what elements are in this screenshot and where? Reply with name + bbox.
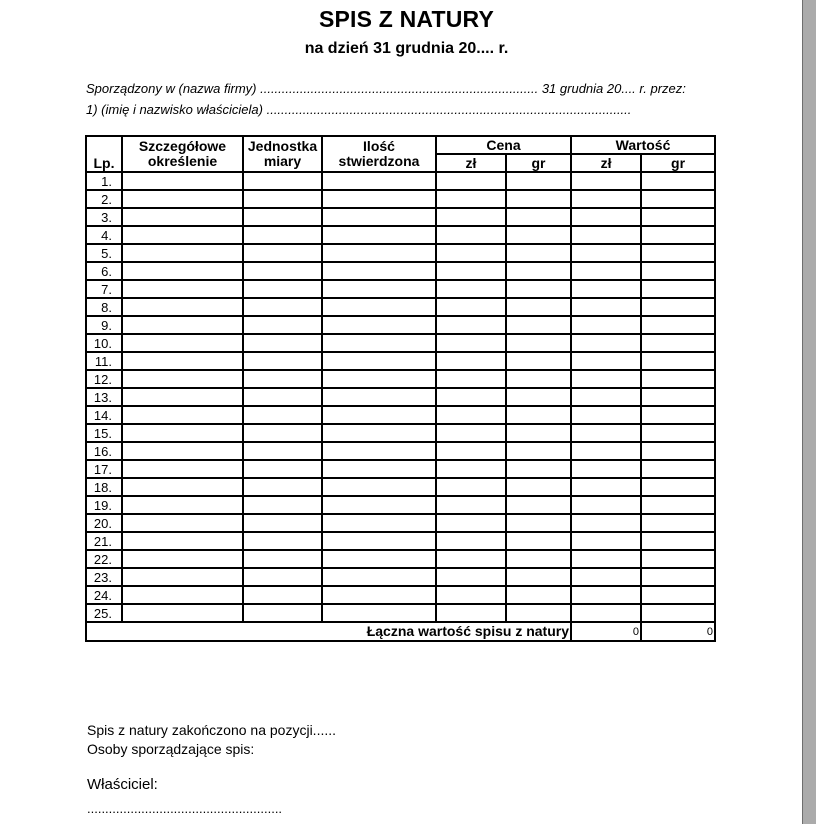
header-quantity: [322, 136, 436, 172]
table-row: [86, 478, 715, 496]
cell-quantity[interactable]: [322, 388, 436, 406]
cell-price-zl[interactable]: [436, 388, 506, 406]
cell-value-gr[interactable]: [641, 442, 715, 460]
cell-price-zl[interactable]: [436, 424, 506, 442]
cell-quantity[interactable]: [322, 370, 436, 388]
cell-price-zl[interactable]: [436, 586, 506, 604]
row-number: 7.: [86, 280, 122, 298]
table-row: [86, 424, 715, 442]
cell-unit[interactable]: [243, 460, 322, 478]
cell-description[interactable]: [122, 352, 243, 370]
total-value-zl[interactable]: 0: [571, 622, 641, 641]
table-row: [86, 190, 715, 208]
table-row: [86, 568, 715, 586]
header-price-gr: gr: [506, 154, 571, 172]
cell-value-gr[interactable]: [641, 532, 715, 550]
header-description-line1: Szczegółowe: [138, 138, 227, 154]
owner-signature-line: ......................................................: [87, 801, 283, 816]
cell-unit[interactable]: [243, 262, 322, 280]
cell-quantity[interactable]: [322, 442, 436, 460]
document-subtitle: na dzień 31 grudnia 20.... r.: [304, 40, 509, 57]
inventory-rows: [86, 172, 715, 622]
row-number: 25.: [86, 604, 122, 622]
cell-value-gr[interactable]: [641, 280, 715, 298]
row-number: 1.: [86, 172, 122, 190]
cell-quantity[interactable]: [322, 280, 436, 298]
cell-price-zl[interactable]: [436, 442, 506, 460]
cell-value-gr[interactable]: [641, 226, 715, 244]
cell-value-zl[interactable]: [571, 496, 641, 514]
cell-price-zl[interactable]: [436, 478, 506, 496]
cell-price-gr[interactable]: [506, 478, 571, 496]
inventory-table: [85, 135, 716, 642]
cell-price-gr[interactable]: [506, 442, 571, 460]
header-description: [122, 136, 243, 172]
persons-line: Osoby sporządzające spis:: [87, 741, 255, 757]
cell-unit[interactable]: [243, 478, 322, 496]
cell-price-gr[interactable]: [506, 550, 571, 568]
cell-quantity[interactable]: [322, 172, 436, 190]
cell-price-gr[interactable]: [506, 190, 571, 208]
cell-price-gr[interactable]: [506, 172, 571, 190]
cell-description[interactable]: [122, 460, 243, 478]
cell-value-zl[interactable]: [571, 604, 641, 622]
cell-price-gr[interactable]: [506, 424, 571, 442]
cell-unit[interactable]: [243, 406, 322, 424]
cell-quantity[interactable]: [322, 514, 436, 532]
cell-price-zl[interactable]: [436, 172, 506, 190]
cell-price-gr[interactable]: [506, 262, 571, 280]
cell-value-gr[interactable]: [641, 316, 715, 334]
cell-value-zl[interactable]: [571, 406, 641, 424]
row-number: 24.: [86, 586, 122, 604]
cell-unit[interactable]: [243, 226, 322, 244]
header-quantity-line2: stwierdzona: [338, 153, 420, 169]
table-row: [86, 460, 715, 478]
cell-value-gr[interactable]: [641, 478, 715, 496]
cell-unit[interactable]: [243, 442, 322, 460]
cell-value-gr[interactable]: [641, 424, 715, 442]
cell-value-gr[interactable]: [641, 190, 715, 208]
cell-quantity[interactable]: [322, 262, 436, 280]
table-row: [86, 208, 715, 226]
cell-quantity[interactable]: [322, 226, 436, 244]
cell-unit[interactable]: [243, 334, 322, 352]
row-number: 9.: [86, 316, 122, 334]
cell-description[interactable]: [122, 316, 243, 334]
row-number: 19.: [86, 496, 122, 514]
cell-value-zl[interactable]: [571, 190, 641, 208]
header-price-zl: zł: [436, 154, 506, 172]
cell-description[interactable]: [122, 406, 243, 424]
cell-description[interactable]: [122, 496, 243, 514]
cell-value-zl[interactable]: [571, 226, 641, 244]
cell-unit[interactable]: [243, 190, 322, 208]
cell-description[interactable]: [122, 478, 243, 496]
cell-quantity[interactable]: [322, 568, 436, 586]
row-number: 10.: [86, 334, 122, 352]
cell-price-zl[interactable]: [436, 370, 506, 388]
row-number: 14.: [86, 406, 122, 424]
cell-description[interactable]: [122, 244, 243, 262]
cell-price-zl[interactable]: [436, 190, 506, 208]
cell-price-zl[interactable]: [436, 298, 506, 316]
cell-value-gr[interactable]: [641, 334, 715, 352]
cell-price-gr[interactable]: [506, 460, 571, 478]
row-number: 17.: [86, 460, 122, 478]
cell-unit[interactable]: [243, 244, 322, 262]
cell-value-gr[interactable]: [641, 172, 715, 190]
firm-info-line: Sporządzony w (nazwa firmy) ............................................................................. 31 grudnia 20.... r. przez:: [86, 81, 686, 96]
row-number: 16.: [86, 442, 122, 460]
cell-price-zl[interactable]: [436, 514, 506, 532]
cell-description[interactable]: [122, 388, 243, 406]
cell-value-zl[interactable]: [571, 370, 641, 388]
header-unit-line2: miary: [263, 153, 302, 169]
cell-price-zl[interactable]: [436, 280, 506, 298]
table-row: [86, 226, 715, 244]
cell-value-zl[interactable]: [571, 388, 641, 406]
cell-value-gr[interactable]: [641, 496, 715, 514]
cell-price-gr[interactable]: [506, 298, 571, 316]
cell-value-zl[interactable]: [571, 532, 641, 550]
cell-price-zl[interactable]: [436, 334, 506, 352]
cell-unit[interactable]: [243, 388, 322, 406]
cell-value-zl[interactable]: [571, 334, 641, 352]
cell-value-gr[interactable]: [641, 568, 715, 586]
cell-value-gr[interactable]: [641, 406, 715, 424]
cell-price-zl[interactable]: [436, 406, 506, 424]
row-number: 4.: [86, 226, 122, 244]
table-row: [86, 514, 715, 532]
cell-unit[interactable]: [243, 496, 322, 514]
cell-value-gr[interactable]: [641, 298, 715, 316]
cell-price-zl[interactable]: [436, 316, 506, 334]
cell-price-gr[interactable]: [506, 280, 571, 298]
cell-price-gr[interactable]: [506, 514, 571, 532]
table-row: [86, 370, 715, 388]
cell-quantity[interactable]: [322, 298, 436, 316]
cell-value-gr[interactable]: [641, 208, 715, 226]
cell-description[interactable]: [122, 514, 243, 532]
cell-quantity[interactable]: [322, 424, 436, 442]
cell-price-zl[interactable]: [436, 532, 506, 550]
cell-unit[interactable]: [243, 586, 322, 604]
cell-value-zl[interactable]: [571, 244, 641, 262]
cell-value-gr[interactable]: [641, 388, 715, 406]
cell-description[interactable]: [122, 334, 243, 352]
cell-quantity[interactable]: [322, 460, 436, 478]
cell-value-zl[interactable]: [571, 172, 641, 190]
cell-value-gr[interactable]: [641, 604, 715, 622]
row-number: 22.: [86, 550, 122, 568]
cell-price-zl[interactable]: [436, 244, 506, 262]
table-row: [86, 172, 715, 190]
cell-description[interactable]: [122, 442, 243, 460]
table-row: [86, 352, 715, 370]
cell-price-zl[interactable]: [436, 550, 506, 568]
cell-value-zl[interactable]: [571, 280, 641, 298]
cell-description[interactable]: [122, 208, 243, 226]
header-description-line2: określenie: [147, 153, 218, 169]
cell-price-zl[interactable]: [436, 208, 506, 226]
row-number: 3.: [86, 208, 122, 226]
cell-description[interactable]: [122, 262, 243, 280]
cell-price-zl[interactable]: [436, 568, 506, 586]
cell-description[interactable]: [122, 298, 243, 316]
table-row: [86, 244, 715, 262]
cell-value-zl[interactable]: [571, 316, 641, 334]
row-number: 6.: [86, 262, 122, 280]
cell-quantity[interactable]: [322, 478, 436, 496]
cell-price-gr[interactable]: [506, 604, 571, 622]
cell-value-zl[interactable]: [571, 568, 641, 586]
cell-unit[interactable]: [243, 208, 322, 226]
cell-value-zl[interactable]: [571, 262, 641, 280]
header-quantity-line1: Ilość: [363, 138, 395, 154]
cell-price-gr[interactable]: [506, 352, 571, 370]
cell-description[interactable]: [122, 568, 243, 586]
cell-description[interactable]: [122, 172, 243, 190]
cell-unit[interactable]: [243, 370, 322, 388]
cell-quantity[interactable]: [322, 316, 436, 334]
cell-value-gr[interactable]: [641, 586, 715, 604]
cell-quantity[interactable]: [322, 604, 436, 622]
cell-price-gr[interactable]: [506, 568, 571, 586]
table-row: [86, 442, 715, 460]
cell-description[interactable]: [122, 424, 243, 442]
header-unit: [243, 136, 322, 172]
cell-value-gr[interactable]: [641, 550, 715, 568]
cell-value-zl[interactable]: [571, 442, 641, 460]
cell-description[interactable]: [122, 550, 243, 568]
cell-value-gr[interactable]: [641, 352, 715, 370]
header-value: Wartość: [571, 136, 715, 154]
cell-quantity[interactable]: [322, 586, 436, 604]
cell-description[interactable]: [122, 226, 243, 244]
cell-unit[interactable]: [243, 352, 322, 370]
cell-price-gr[interactable]: [506, 334, 571, 352]
cell-price-zl[interactable]: [436, 352, 506, 370]
cell-unit[interactable]: [243, 316, 322, 334]
cell-quantity[interactable]: [322, 352, 436, 370]
cell-value-zl[interactable]: [571, 514, 641, 532]
table-row: [86, 298, 715, 316]
cell-unit[interactable]: [243, 550, 322, 568]
cell-value-zl[interactable]: [571, 298, 641, 316]
cell-value-gr[interactable]: [641, 370, 715, 388]
row-number: 20.: [86, 514, 122, 532]
cell-quantity[interactable]: [322, 190, 436, 208]
cell-unit[interactable]: [243, 532, 322, 550]
owner-info-line: 1) (imię i nazwisko właściciela) .....................................................................................................: [86, 102, 632, 117]
cell-unit[interactable]: [243, 424, 322, 442]
cell-price-gr[interactable]: [506, 208, 571, 226]
cell-value-gr[interactable]: [641, 244, 715, 262]
header-value-gr: gr: [641, 154, 715, 172]
row-number: 12.: [86, 370, 122, 388]
cell-price-gr[interactable]: [506, 586, 571, 604]
header-lp: Lp.: [86, 136, 122, 172]
cell-quantity[interactable]: [322, 334, 436, 352]
cell-quantity[interactable]: [322, 496, 436, 514]
cell-value-zl[interactable]: [571, 550, 641, 568]
owner-label: Właściciel:: [87, 776, 158, 793]
total-row: [86, 622, 715, 641]
row-number: 13.: [86, 388, 122, 406]
cell-description[interactable]: [122, 190, 243, 208]
cell-quantity[interactable]: [322, 550, 436, 568]
cell-price-zl[interactable]: [436, 226, 506, 244]
cell-price-gr[interactable]: [506, 244, 571, 262]
cell-value-gr[interactable]: [641, 514, 715, 532]
cell-price-gr[interactable]: [506, 226, 571, 244]
header-price: Cena: [436, 136, 571, 154]
cell-price-zl[interactable]: [436, 460, 506, 478]
cell-unit[interactable]: [243, 514, 322, 532]
cell-price-gr[interactable]: [506, 496, 571, 514]
table-row: [86, 496, 715, 514]
cell-price-gr[interactable]: [506, 532, 571, 550]
cell-description[interactable]: [122, 586, 243, 604]
row-number: 23.: [86, 568, 122, 586]
completed-at-line: Spis z natury zakończono na pozycji......: [87, 722, 337, 738]
cell-value-zl[interactable]: [571, 460, 641, 478]
cell-price-zl[interactable]: [436, 496, 506, 514]
cell-quantity[interactable]: [322, 406, 436, 424]
cell-quantity[interactable]: [322, 208, 436, 226]
cell-quantity[interactable]: [322, 532, 436, 550]
cell-price-zl[interactable]: [436, 604, 506, 622]
row-number: 18.: [86, 478, 122, 496]
cell-price-gr[interactable]: [506, 370, 571, 388]
table-row: [86, 586, 715, 604]
document-title: SPIS Z NATURY: [318, 6, 495, 32]
header-value-zl: zł: [571, 154, 641, 172]
cell-value-zl[interactable]: [571, 208, 641, 226]
table-row: [86, 262, 715, 280]
table-row: [86, 604, 715, 622]
cell-description[interactable]: [122, 532, 243, 550]
total-value-gr[interactable]: 0: [641, 622, 715, 641]
row-number: 2.: [86, 190, 122, 208]
table-row: [86, 550, 715, 568]
table-row: [86, 334, 715, 352]
row-number: 21.: [86, 532, 122, 550]
cell-unit[interactable]: [243, 172, 322, 190]
row-number: 11.: [86, 352, 122, 370]
cell-value-zl[interactable]: [571, 352, 641, 370]
cell-unit[interactable]: [243, 280, 322, 298]
cell-quantity[interactable]: [322, 244, 436, 262]
cell-unit[interactable]: [243, 568, 322, 586]
total-label: Łączna wartość spisu z natury: [86, 622, 571, 641]
cell-price-zl[interactable]: [436, 262, 506, 280]
cell-value-zl[interactable]: [571, 586, 641, 604]
cell-unit[interactable]: [243, 604, 322, 622]
cell-value-zl[interactable]: [571, 424, 641, 442]
table-row: [86, 532, 715, 550]
table-row: [86, 388, 715, 406]
cell-value-gr[interactable]: [641, 460, 715, 478]
table-row: [86, 316, 715, 334]
cell-description[interactable]: [122, 370, 243, 388]
cell-description[interactable]: [122, 280, 243, 298]
cell-value-gr[interactable]: [641, 262, 715, 280]
row-number: 5.: [86, 244, 122, 262]
row-number: 8.: [86, 298, 122, 316]
cell-price-gr[interactable]: [506, 388, 571, 406]
cell-price-gr[interactable]: [506, 316, 571, 334]
cell-value-zl[interactable]: [571, 478, 641, 496]
table-row: [86, 406, 715, 424]
cell-price-gr[interactable]: [506, 406, 571, 424]
table-row: [86, 280, 715, 298]
cell-description[interactable]: [122, 604, 243, 622]
cell-unit[interactable]: [243, 298, 322, 316]
header-unit-line1: Jednostka: [247, 138, 318, 154]
row-number: 15.: [86, 424, 122, 442]
